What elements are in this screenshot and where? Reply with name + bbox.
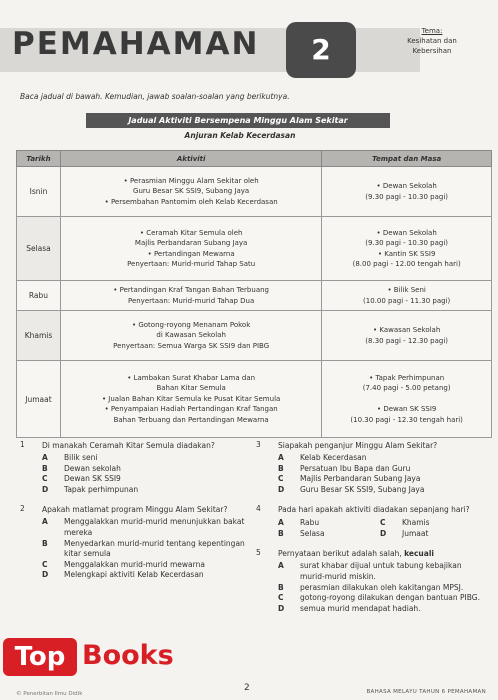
logo-top-badge: Top <box>3 638 77 676</box>
day-cell: Rabu <box>17 281 61 311</box>
question-stem: Apakah matlamat program Minggu Alam Sekitar? <box>42 505 228 515</box>
place-line: (10.30 pagi - 12.30 tengah hari) <box>350 415 463 424</box>
section-number-badge: 2 <box>286 22 356 78</box>
theme-line-2: Kebersihan <box>412 47 452 55</box>
option-c[interactable] <box>380 517 482 528</box>
question-stem: Pada hari apakah aktiviti diadakan sepanjang hari? <box>278 505 470 515</box>
option-letter: D <box>278 484 285 494</box>
place-line: (8.30 pagi - 12.30 pagi) <box>365 336 449 345</box>
theme-heading: Tema: <box>421 27 443 35</box>
question-4 <box>256 504 482 539</box>
option-letter: B <box>278 582 284 592</box>
option-text: surat khabar dijual untuk tabung kebajikan murid-murid miskin. <box>300 561 462 581</box>
option-letter: D <box>42 484 49 494</box>
option-a[interactable] <box>42 453 246 464</box>
option-b[interactable] <box>278 464 482 475</box>
option-letter: B <box>278 529 284 539</box>
option-b[interactable] <box>42 464 246 475</box>
question-number: 1 <box>20 440 25 449</box>
option-text: Rabu <box>300 518 320 528</box>
option-d[interactable] <box>42 485 246 496</box>
option-b[interactable] <box>42 539 246 560</box>
option-letter: C <box>278 474 284 484</box>
option-row <box>278 517 482 528</box>
option-text: Melengkapi aktiviti Kelab Kecerdasan <box>64 570 204 580</box>
place-line: • Dewan Sekolah <box>376 228 437 237</box>
activity-line: Guru Besar SK SSI9, Subang Jaya <box>133 187 250 196</box>
option-text: Menggalakkan murid-murid menunjukkan bakat mereka <box>64 517 245 537</box>
page-title: PEMAHAMAN <box>12 26 260 62</box>
option-text: Khamis <box>402 518 430 528</box>
question-number: 5 <box>256 548 261 558</box>
place-line: • Bilik Seni <box>387 286 426 295</box>
question-1 <box>20 440 246 495</box>
schedule-table <box>16 150 492 438</box>
option-text: semua murid mendapat hadiah. <box>300 603 421 613</box>
day-cell: Selasa <box>17 217 61 281</box>
table-row <box>17 281 492 311</box>
activity-line: • Pertandingan Kraf Tangan Bahan Terbuang <box>113 286 269 295</box>
option-d[interactable] <box>42 570 246 581</box>
activity-line: • Penyampaian Hadiah Pertandingan Kraf Tangan <box>104 405 278 414</box>
option-row <box>278 528 482 539</box>
option-letter: B <box>42 463 48 473</box>
table-row <box>17 311 492 361</box>
header-aktiviti: Aktiviti <box>60 151 321 167</box>
question-number: 2 <box>20 504 25 514</box>
option-b[interactable] <box>278 528 380 539</box>
place-line: (10.00 pagi - 11.30 pagi) <box>363 296 451 305</box>
place-cell <box>322 361 492 438</box>
logo-books-text: Books <box>82 640 174 671</box>
option-letter: B <box>278 463 284 473</box>
page-number: 2 <box>244 683 250 693</box>
activity-line: Penyertaan: Murid-murid Tahap Dua <box>127 296 255 305</box>
table-subtitle: Anjuran Kelab Kecerdasan <box>184 131 296 140</box>
option-text: Guru Besar SK SSI9, Subang Jaya <box>300 484 425 494</box>
place-line: • Dewan SK SSI9 <box>376 405 437 414</box>
option-letter: D <box>42 570 49 580</box>
option-letter: A <box>278 518 284 528</box>
option-letter: C <box>278 593 284 603</box>
option-c[interactable] <box>42 560 246 571</box>
header-tempat: Tempat dan Masa <box>322 151 492 167</box>
option-letter: A <box>278 453 284 462</box>
place-line: • Kawasan Sekolah <box>373 326 441 335</box>
activity-cell <box>60 281 321 311</box>
page-header <box>0 22 498 78</box>
question-5 <box>256 548 482 614</box>
option-letter: A <box>278 561 284 571</box>
option-text: Menggalakkan murid-murid mewarna <box>64 559 205 569</box>
table-title: Jadual Aktiviti Bersempena Minggu Alam Sekitar <box>86 113 390 128</box>
option-b[interactable] <box>278 583 482 594</box>
option-text: Jumaat <box>402 529 429 539</box>
question-stem <box>278 548 482 559</box>
option-a[interactable] <box>278 517 380 528</box>
activity-line: • Ceramah Kitar Semula oleh <box>139 228 243 237</box>
option-letter: C <box>42 474 48 484</box>
instruction-text: Baca jadual di bawah. Kemudian, jawab soalan-soalan yang berikutnya. <box>20 92 290 101</box>
day-cell: Isnin <box>17 167 61 217</box>
place-cell <box>322 167 492 217</box>
table-row <box>17 361 492 438</box>
option-text: Menyedarkan murid-murid tentang kepentingan kitar semula <box>64 538 245 559</box>
questions-right-column <box>256 440 482 623</box>
place-cell <box>322 311 492 361</box>
place-line <box>326 394 487 404</box>
question-3 <box>256 440 482 495</box>
theme-label <box>372 22 492 76</box>
table-row <box>17 217 492 281</box>
option-text: perasmian dilakukan oleh kakitangan MPSJ. <box>300 582 464 592</box>
option-text: Selasa <box>300 529 325 539</box>
option-letter: A <box>42 453 48 462</box>
day-cell: Khamis <box>17 311 61 361</box>
topbooks-watermark-logo <box>0 630 185 690</box>
activity-line: di Kawasan Sekolah <box>156 331 226 340</box>
place-line: (8.00 pagi - 12.00 tengah hari) <box>352 259 461 268</box>
place-line: (7.40 pagi - 5.00 petang) <box>362 384 451 393</box>
question-stem: Siapakah penganjur Minggu Alam Sekitar? <box>278 441 438 450</box>
option-text: Dewan SK SSI9 <box>64 474 121 484</box>
option-d[interactable] <box>278 485 482 496</box>
activity-line: • Persembahan Pantomim oleh Kelab Kecerdasan <box>104 197 278 206</box>
option-c[interactable] <box>42 474 246 485</box>
place-line: (9.30 pagi - 10.30 pagi) <box>365 192 449 201</box>
option-text: Dewan sekolah <box>64 463 121 473</box>
activity-line: • Lambakan Surat Khabar Lama dan <box>127 373 256 382</box>
option-text: gotong-royong dilakukan dengan bantuan PIBG. <box>300 593 480 603</box>
option-letter: C <box>380 518 386 528</box>
option-letter: D <box>380 529 387 539</box>
theme-line-1: Kesihatan dan <box>407 37 457 45</box>
table-row <box>17 167 492 217</box>
activity-line: Penyertaan: Semua Warga SK SSI9 dan PIBG <box>113 341 270 350</box>
stem-emphasis: kecuali <box>404 549 434 559</box>
option-letter: D <box>278 603 285 613</box>
activity-line: • Pertandingan Mewarna <box>147 249 235 258</box>
option-letter: C <box>42 559 48 569</box>
option-d[interactable] <box>278 604 482 615</box>
option-a[interactable] <box>278 561 482 582</box>
activity-line: • Perasmian Minggu Alam Sekitar oleh <box>123 176 259 185</box>
table-header-row <box>17 151 492 167</box>
stem-prefix: Pernyataan berikut adalah salah, <box>278 549 405 559</box>
activity-line: • Gotong-royong Menanam Pokok <box>132 320 251 329</box>
footer-publisher: © Penerbitan Ilmu Didik <box>16 691 83 697</box>
option-letter: A <box>42 517 48 527</box>
option-text: Majlis Perbandaran Subang Jaya <box>300 474 421 484</box>
question-number: 4 <box>256 504 261 514</box>
option-a[interactable] <box>278 453 482 464</box>
option-letter: B <box>42 538 48 548</box>
header-tarikh: Tarikh <box>17 151 61 167</box>
activity-cell <box>60 361 321 438</box>
place-line: (9.30 pagi - 10.30 pagi) <box>365 239 449 248</box>
activity-line: Majlis Perbandaran Subang Jaya <box>134 239 248 248</box>
place-line: • Dewan Sekolah <box>376 182 437 191</box>
question-2 <box>20 504 246 581</box>
activity-line: • Jualan Bahan Kitar Semula ke Pusat Kitar Semula <box>101 394 281 403</box>
questions-left-column <box>20 440 246 590</box>
activity-line: Bahan Kitar Semula <box>156 384 226 393</box>
option-a[interactable] <box>42 517 246 538</box>
day-cell: Jumaat <box>17 361 61 438</box>
option-c[interactable] <box>278 593 482 604</box>
place-cell <box>322 217 492 281</box>
option-text: Persatuan Ibu Bapa dan Guru <box>300 463 411 473</box>
option-c[interactable] <box>278 474 482 485</box>
question-number: 3 <box>256 440 261 449</box>
activity-cell <box>60 311 321 361</box>
place-cell <box>322 281 492 311</box>
place-line: • Kantin SK SSI9 <box>377 249 436 258</box>
question-stem: Di manakah Ceramah Kitar Semula diadakan? <box>42 441 215 450</box>
option-text: Tapak perhimpunan <box>64 484 139 494</box>
option-d[interactable] <box>380 528 482 539</box>
activity-cell <box>60 217 321 281</box>
place-line: • Tapak Perhimpunan <box>369 373 445 382</box>
activity-cell <box>60 167 321 217</box>
activity-line: Penyertaan: Murid-murid Tahap Satu <box>127 259 256 268</box>
option-text: Kelab Kecerdasan <box>300 453 367 462</box>
activity-line: Bahan Terbuang dan Pertandingan Mewarna <box>113 415 269 424</box>
option-text: Bilik seni <box>64 453 98 462</box>
footer-book-title: BAHASA MELAYU TAHUN 6 PEMAHAMAN <box>366 689 486 695</box>
